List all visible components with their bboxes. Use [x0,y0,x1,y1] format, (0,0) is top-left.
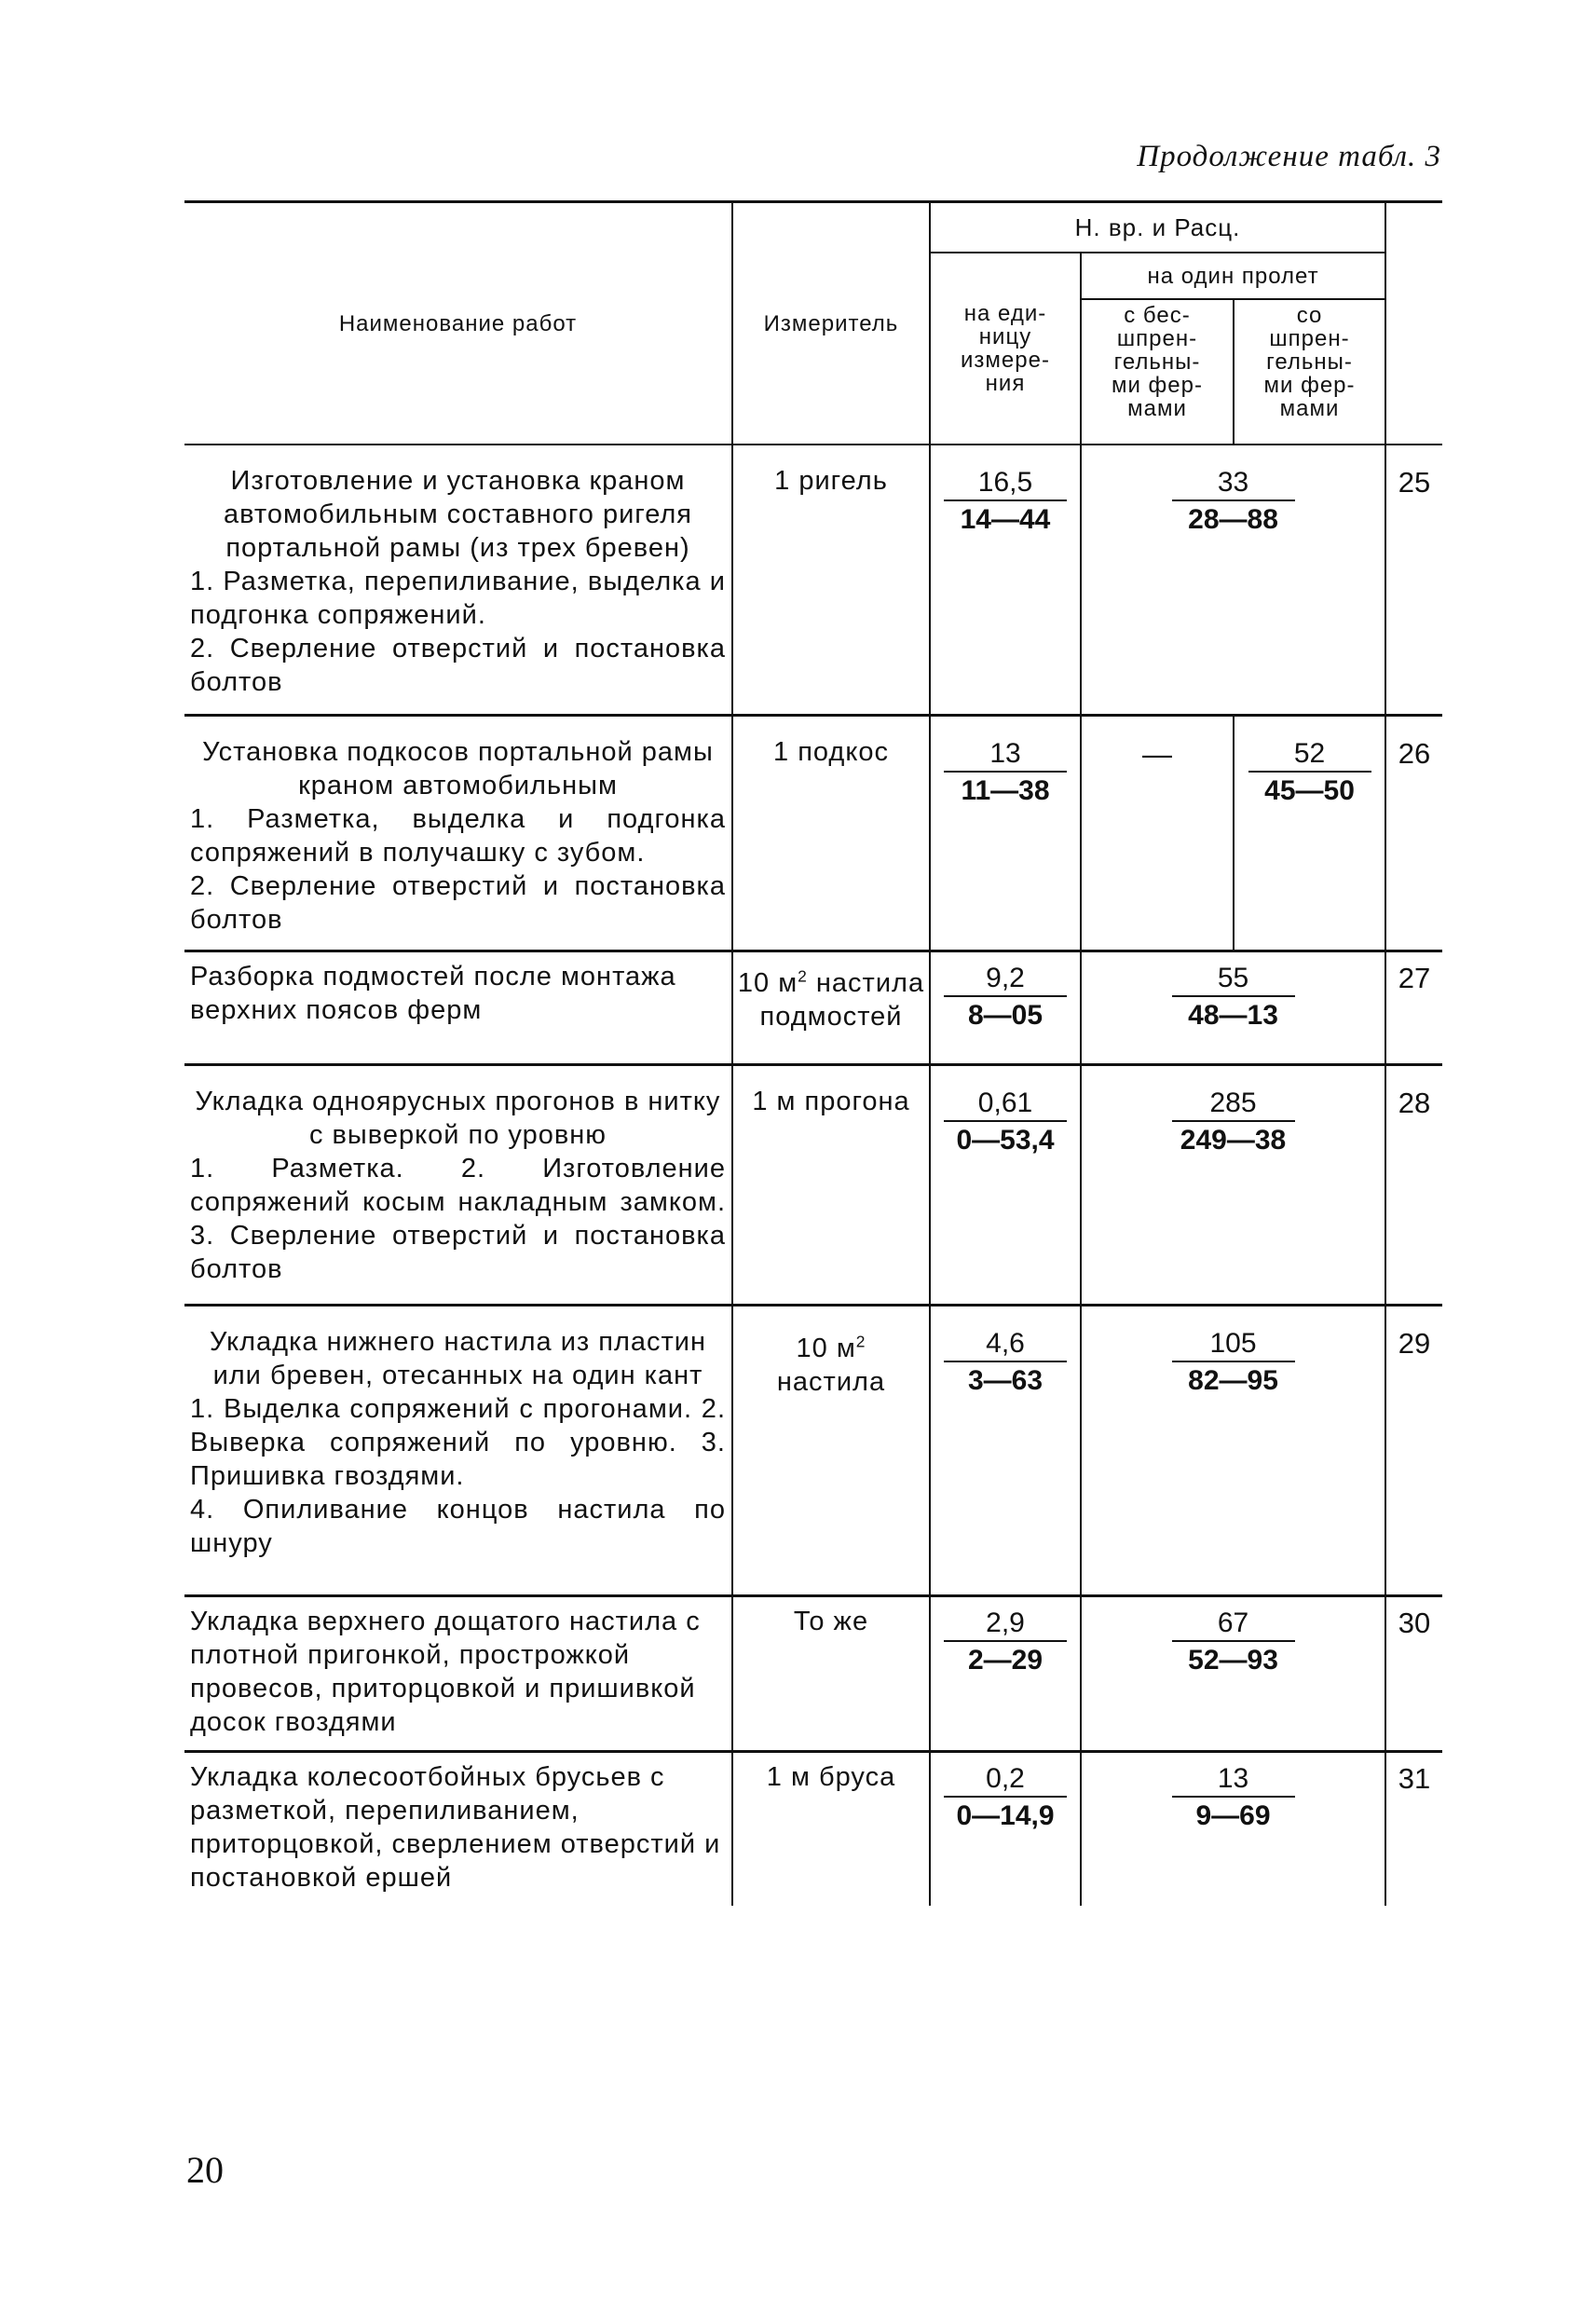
work-title: Разборка подмостей после монтажа верхних поясов ферм [190,961,676,1025]
per-span-time: 105 [1172,1327,1295,1362]
per-unit-rate: 2—29 [967,1644,1044,1676]
per-span-cell [1081,445,1385,715]
per-unit-cell [930,1595,1081,1751]
header-norm: Н. вр. и Расц. [930,202,1385,253]
row-index: 26 [1385,715,1442,951]
row-index: 28 [1385,1064,1442,1305]
unit-cell [732,951,930,1064]
table-row [184,951,1442,1064]
work-title: Укладка верхнего дощатого настила с плотной пригонкой, прострожкой провесов, приторцовкой и пришивкой досок гвоздями [190,1606,701,1737]
per-span-cell [1081,1305,1385,1595]
table-row [184,445,1442,715]
header-per-span: на один пролет [1081,253,1385,299]
row-index: 30 [1385,1595,1442,1751]
unit-text: 10 $м^2$ настила [776,1332,886,1398]
per-span-rate: 249—38 [1180,1124,1287,1156]
work-name-cell [184,1064,732,1305]
per-span-rate: 82—95 [1188,1364,1278,1396]
unit-cell: 1 ригель [732,445,930,715]
per-unit-time: 16,5 [944,466,1067,501]
per-unit-cell [930,445,1081,715]
per-unit-rate: 3—63 [967,1364,1044,1396]
work-steps: 1. Разметка, перепиливание, выделка и подгонка сопряжений. 2. Сверление отверстий и постановка болтов [190,567,726,697]
unit-cell: 1 м бруса [732,1751,930,1906]
per-unit-time: 0,2 [944,1762,1067,1798]
per-span-time: 33 [1172,466,1295,501]
work-title: Укладка колесоотбойных брусьев с разметкой, перепиливанием, приторцовкой, сверлением отверстий и постановкой ершей [190,1761,721,1893]
per-unit-time: 0,61 [944,1087,1067,1122]
work-title: Укладка нижнего настила из пластин или бревен, отесанных на один кант [209,1326,707,1390]
per-span-rate: 28—88 [1188,504,1278,535]
per-span-cell [1081,1595,1385,1751]
work-name-cell [184,1305,732,1595]
work-steps: 1. Разметка, выделка и подгонка сопряжений в получашку с зубом. 2. Сверление отверстий и постановка болтов [190,803,726,935]
work-name-cell [184,1751,732,1906]
row-index: 31 [1385,1751,1442,1906]
per-span-rate: 48—13 [1188,999,1278,1031]
table-row [184,1595,1442,1751]
unit-cell: 1 м прогона [732,1064,930,1305]
work-name-cell [184,951,732,1064]
header-without-sprengel: с бес- шпрен- гельны- ми фер- мами [1081,299,1234,445]
per-unit-time: 2,9 [944,1607,1067,1642]
per-unit-rate: 0—53,4 [956,1124,1055,1156]
table-row [184,715,1442,951]
table-row [184,1064,1442,1305]
header-with-sprengel: со шпрен- гельны- ми фер- мами [1234,299,1385,445]
per-unit-time: 13 [944,737,1067,773]
work-title: Изготовление и установка краном автомобильным составного ригеля портальной рамы (из трех бревен) [223,466,692,563]
header-unit: Измеритель [732,202,930,445]
without-sprengel-cell [1081,715,1234,951]
table-body [184,445,1442,1906]
per-unit-rate: 11—38 [961,774,1050,806]
per-span-time: 55 [1172,962,1295,997]
with-sprengel-cell [1234,715,1385,951]
per-unit-rate: 14—44 [960,504,1051,535]
per-span-rate: 9—69 [1195,1799,1271,1831]
norms-table [184,200,1442,1906]
with-sprengel-rate: 45—50 [1264,774,1355,806]
work-steps: 1. Выделка сопряжений с прогонами. 2. Выверка сопряжений по уровню. 3. Пришивка гвоздями. 4. Опиливание концов настила по шнуру [190,1393,726,1558]
per-span-time: 285 [1172,1087,1295,1122]
unit-cell: То же [732,1595,930,1751]
per-unit-cell [930,951,1081,1064]
per-span-cell [1081,1751,1385,1906]
work-steps: 1. Разметка. 2. Изготовление сопряжений косым накладным замком. 3. Сверление отверстий и постановка болтов [190,1153,726,1284]
per-unit-cell [930,1305,1081,1595]
page-number: 20 [186,2149,224,2191]
per-unit-cell [930,1751,1081,1906]
row-index: 25 [1385,445,1442,715]
per-unit-rate: 0—14,9 [956,1799,1055,1831]
table-row [184,1751,1442,1906]
per-unit-time: 9,2 [944,962,1067,997]
header-per-unit: на еди- ницу измере- ния [930,253,1081,445]
unit-cell [732,1305,930,1595]
per-unit-cell [930,715,1081,951]
with-sprengel-time: 52 [1248,737,1371,773]
header-index [1385,202,1442,445]
per-span-time: 13 [1172,1762,1295,1798]
per-span-time: 67 [1172,1607,1295,1642]
empty-dash: — [1142,736,1172,771]
per-span-cell [1081,951,1385,1064]
table-header [184,202,1442,445]
work-name-cell [184,1595,732,1751]
table-caption: Продолжение табл. 3 [1137,140,1441,173]
row-index: 27 [1385,951,1442,1064]
per-unit-rate: 8—05 [967,999,1044,1031]
work-title: Укладка одноярусных прогонов в нитку с выверкой по уровню [195,1086,721,1150]
table-row [184,1305,1442,1595]
norms-table-container [184,200,1442,1906]
per-unit-time: 4,6 [944,1327,1067,1362]
per-span-cell [1081,1064,1385,1305]
work-name-cell [184,445,732,715]
work-name-cell [184,715,732,951]
per-span-rate: 52—93 [1188,1644,1278,1676]
per-unit-cell [930,1064,1081,1305]
unit-text: 10 $м^2$ настила подмостей [737,966,925,1033]
unit-cell: 1 подкос [732,715,930,951]
header-name: Наименование работ [184,202,732,445]
row-index: 29 [1385,1305,1442,1595]
work-title: Установка подкосов портальной рамы краном автомобильным [202,736,714,800]
